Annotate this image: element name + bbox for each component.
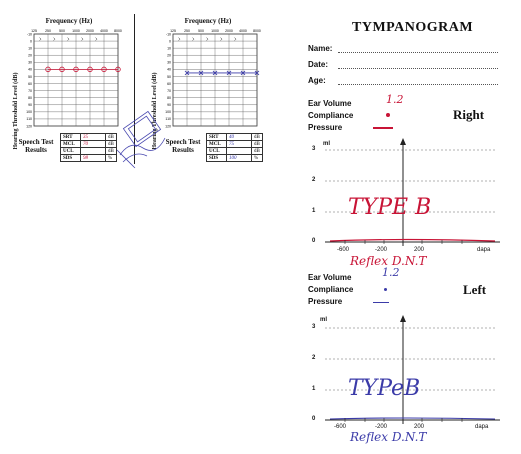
audiogram-right (143, 0, 273, 175)
ear-volume-value: 1.2 (382, 266, 400, 279)
x-tick: -600 (337, 247, 350, 253)
y-tick: 2 (312, 355, 316, 361)
name-field[interactable] (338, 44, 498, 53)
db-tick: 10 (167, 46, 171, 51)
x-tick: -200 (375, 247, 388, 253)
srt-value: 40 (227, 134, 252, 141)
freq-tick: 8000 (253, 29, 261, 33)
y-tick: 0 (312, 238, 316, 244)
db-tick: 70 (28, 88, 32, 93)
ear-volume-label: Ear Volume (308, 99, 352, 108)
db-tick: -10 (165, 32, 171, 37)
freq-tick: 1000 (211, 29, 219, 33)
table-row (207, 155, 263, 162)
db-tick: 110 (26, 117, 32, 122)
freq-tick: 4000 (239, 29, 247, 33)
y-unit: ml (323, 141, 331, 147)
db-tick: 20 (28, 53, 32, 58)
date-field[interactable] (338, 60, 498, 69)
unit: % (252, 155, 263, 162)
bone-mark (193, 38, 195, 41)
speech-test-label: Speech Test Results (165, 138, 201, 154)
srt-value: 35 (81, 134, 106, 141)
db-tick: 60 (167, 81, 171, 86)
db-tick: 110 (165, 117, 171, 122)
x-tick: -600 (334, 424, 347, 430)
compliance-mark (384, 288, 387, 291)
table-row (207, 148, 263, 155)
ucl-value (81, 148, 106, 155)
ear-volume-value: 1.2 (386, 93, 404, 106)
ucl-value (227, 148, 252, 155)
db-tick: 120 (165, 124, 171, 129)
x-tick: -200 (375, 424, 388, 430)
table-row (61, 141, 117, 148)
frequency-title: Frequency (Hz) (45, 17, 93, 25)
sds-key: SDS (61, 155, 81, 162)
ucl-key: UCL (207, 148, 227, 155)
pressure-label: Pressure (308, 297, 343, 306)
freq-tick: 2000 (86, 29, 94, 33)
y-unit: ml (320, 317, 328, 323)
speech-test-table (206, 133, 263, 162)
db-tick: 70 (167, 88, 171, 93)
mcl-key: MCL (207, 141, 227, 148)
db-tick: 30 (28, 60, 32, 65)
bone-mark (54, 38, 56, 41)
bone-mark (235, 38, 237, 41)
freq-tick: 125 (31, 29, 37, 33)
mcl-key: MCL (61, 141, 81, 148)
db-tick: 50 (28, 74, 32, 79)
table-row (61, 134, 117, 141)
bone-mark (68, 38, 70, 41)
srt-key: SRT (207, 134, 227, 141)
tympanogram-type: TYPE B (348, 195, 432, 220)
y-tick: 1 (312, 208, 316, 214)
compliance-label: Compliance (308, 285, 354, 294)
table-row (207, 134, 263, 141)
db-tick: 60 (28, 81, 32, 86)
unit: % (106, 155, 117, 162)
age-label: Age: (308, 76, 326, 85)
db-tick: 100 (165, 110, 171, 115)
unit: dB (106, 134, 117, 141)
unit: dB (106, 148, 117, 155)
db-tick: 20 (167, 53, 171, 58)
date-label: Date: (308, 60, 329, 69)
freq-tick: 8000 (114, 29, 122, 33)
db-tick: 0 (169, 39, 171, 44)
y-tick: 1 (312, 386, 316, 392)
db-tick: 90 (167, 103, 171, 108)
bone-mark (40, 38, 42, 41)
frequency-title: Frequency (Hz) (184, 17, 232, 25)
ear-volume-label: Ear Volume (308, 273, 352, 282)
freq-tick: 4000 (100, 29, 108, 33)
bone-mark (207, 38, 209, 41)
db-tick: 0 (30, 39, 32, 44)
freq-tick: 250 (45, 29, 51, 33)
db-tick: 90 (28, 103, 32, 108)
left-side-label: Left (463, 282, 487, 297)
ucl-key: UCL (61, 148, 81, 155)
srt-key: SRT (61, 134, 81, 141)
db-tick: 10 (28, 46, 32, 51)
db-tick: 80 (28, 95, 32, 100)
db-tick: 40 (28, 67, 32, 72)
freq-tick: 250 (184, 29, 190, 33)
sds-value: 98 (81, 155, 106, 162)
db-tick: 100 (26, 110, 32, 115)
reflex-note: Reflex D.N.T (350, 254, 427, 268)
sds-key: SDS (207, 155, 227, 162)
tympanogram-form (290, 0, 521, 454)
age-field[interactable] (338, 76, 498, 85)
unit: dB (252, 141, 263, 148)
freq-tick: 125 (170, 29, 176, 33)
name-label: Name: (308, 44, 333, 53)
bone-mark (179, 38, 181, 41)
db-tick: 40 (167, 67, 171, 72)
bone-mark (221, 38, 223, 41)
audiogram-grid (161, 24, 261, 129)
speech-test-table (60, 133, 117, 162)
page-title: TYMPANOGRAM (352, 20, 474, 35)
left-tympanogram-grid (290, 313, 521, 433)
pressure-label: Pressure (308, 123, 343, 132)
y-axis-label: Hearing Threshold Level (dB) (13, 72, 19, 150)
y-tick: 0 (312, 416, 316, 422)
table-row (61, 155, 117, 162)
x-unit: dapa (475, 424, 489, 430)
bone-mark (82, 38, 84, 41)
db-tick: 120 (26, 124, 32, 129)
table-row (207, 141, 263, 148)
freq-tick: 1000 (72, 29, 80, 33)
mcl-value: 75 (227, 141, 252, 148)
db-tick: 50 (167, 74, 171, 79)
y-tick: 3 (312, 146, 316, 152)
tympanogram-type: TYPeB (348, 376, 421, 401)
audiogram-grid (22, 24, 122, 129)
right-side-label: Right (453, 107, 485, 122)
unit: dB (106, 141, 117, 148)
unit: dB (252, 134, 263, 141)
sds-value: 100 (227, 155, 252, 162)
x-tick: 200 (414, 247, 425, 253)
freq-tick: 500 (198, 29, 204, 33)
unit: dB (252, 148, 263, 155)
y-tick: 2 (312, 177, 316, 183)
db-tick: 80 (167, 95, 171, 100)
reflex-note: Reflex D.N.T (350, 430, 427, 444)
y-tick: 3 (312, 324, 316, 330)
freq-tick: 2000 (225, 29, 233, 33)
table-row (61, 148, 117, 155)
pressure-mark (373, 302, 389, 303)
x-tick: 200 (414, 424, 425, 430)
freq-tick: 500 (59, 29, 65, 33)
db-tick: -10 (26, 32, 32, 37)
x-unit: dapa (477, 247, 491, 253)
pressure-mark (373, 127, 393, 129)
mcl-value: 70 (81, 141, 106, 148)
speech-test-label: Speech Test Results (18, 138, 54, 154)
y-axis-label: Hearing Threshold Level (dB) (152, 72, 158, 150)
db-tick: 30 (167, 60, 171, 65)
bone-mark (96, 38, 98, 41)
compliance-label: Compliance (308, 111, 354, 120)
compliance-mark (386, 113, 390, 117)
